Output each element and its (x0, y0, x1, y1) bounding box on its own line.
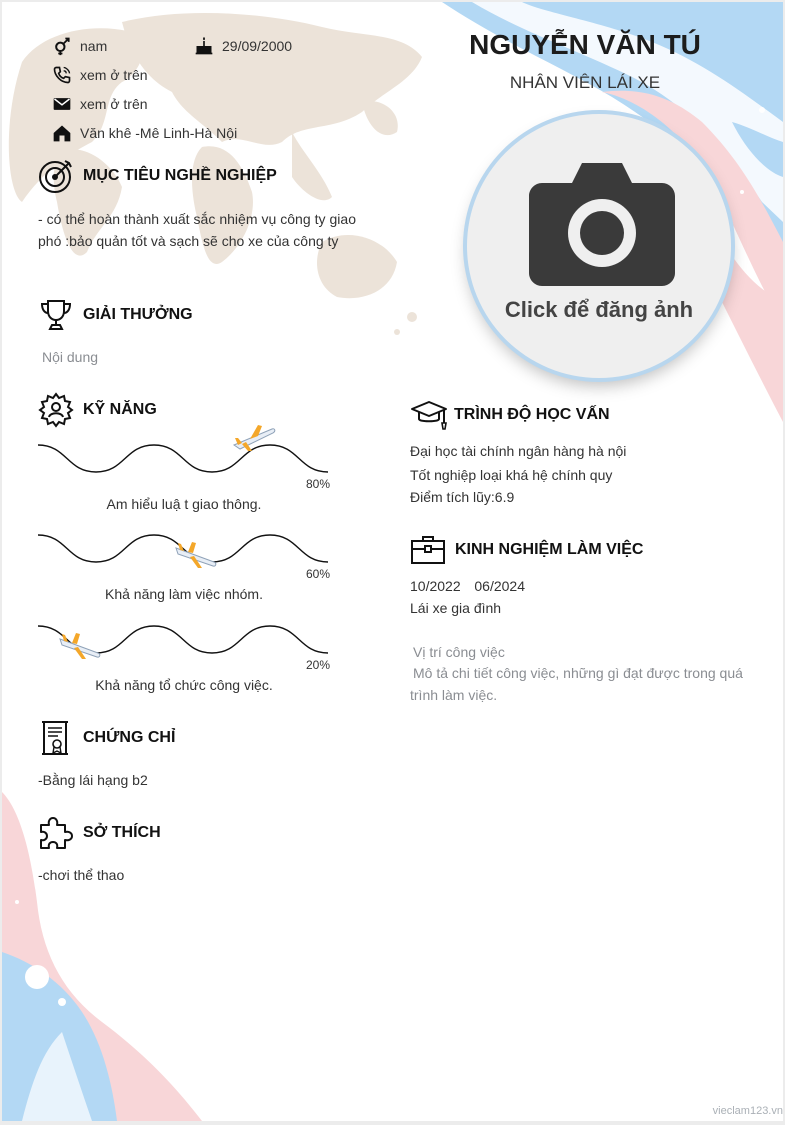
experience-company: Lái xe gia đình (410, 600, 502, 616)
gender-value: nam (80, 38, 108, 54)
skill-percent: 20% (305, 658, 330, 672)
skill-percent: 80% (305, 477, 330, 491)
skill-label: Khả năng tổ chức công việc. (95, 677, 273, 693)
hobbies-title: SỞ THÍCH (83, 824, 161, 841)
hobbies-heading (38, 815, 161, 851)
puzzle-icon (38, 815, 74, 851)
phone-row (52, 65, 148, 85)
skill-percent: 60% (305, 567, 330, 581)
certificates-title: CHỨNG CHỈ (83, 729, 176, 746)
birthday-value: 29/09/2000 (222, 38, 293, 54)
experience-period (410, 575, 525, 597)
airplane-icon (58, 631, 102, 661)
email-row (52, 94, 148, 114)
watermark: vieclam123.vn (712, 1105, 783, 1117)
gender-icon (52, 36, 72, 56)
experience-description: Mô tả chi tiết công việc, những gì đạt được trong quá trình làm việc. (410, 665, 743, 703)
phone-icon (52, 65, 72, 85)
awards-content: Nội dung (42, 349, 99, 365)
home-icon (52, 123, 72, 143)
awards-title: GIẢI THƯỞNG (83, 306, 193, 323)
gender-row (52, 36, 107, 56)
experience-title: KINH NGHIỆM LÀM VIỆC (455, 541, 644, 558)
education-school: Đại học tài chính ngân hàng hà nội (410, 443, 627, 459)
certificates-content: -Bằng lái hạng b2 (38, 772, 148, 788)
job-title: NHÂN VIÊN LÁI XE (509, 73, 661, 92)
education-heading (410, 397, 610, 433)
skills-heading (38, 392, 157, 428)
address-row (52, 123, 237, 143)
objective-title: MỤC TIÊU NGHỀ NGHIỆP (83, 167, 277, 184)
cv-page (2, 2, 783, 1121)
certificate-icon (38, 720, 74, 756)
photo-upload-label: Click để đăng ảnh (504, 297, 694, 322)
candidate-name: NGUYỄN VĂN TÚ (469, 29, 701, 60)
certificates-heading (38, 720, 175, 756)
experience-end: 06/2024 (474, 578, 525, 594)
gear-user-icon (38, 392, 74, 428)
airplane-icon (232, 423, 276, 453)
photo-upload[interactable] (467, 114, 731, 378)
experience-start: 10/2022 (410, 578, 461, 594)
skill-label: Am hiểu luậ t giao thông. (106, 496, 262, 512)
trophy-icon (38, 297, 74, 333)
phone-value: xem ở trên (80, 67, 148, 83)
email-icon (52, 94, 72, 114)
skill-wave (38, 438, 328, 478)
objective-heading (38, 158, 277, 194)
education-degree: Tốt nghiệp loại khá hệ chính quy (410, 467, 613, 483)
skills-title: KỸ NĂNG (83, 401, 157, 418)
airplane-icon (174, 540, 218, 570)
education-gpa: Điểm tích lũy:6.9 (410, 489, 515, 505)
objective-text: - có thể hoàn thành xuất sắc nhiệm vụ công ty giao phó :bảo quản tốt và sạch sẽ cho xe của công ty (38, 211, 356, 249)
skill-label: Khả năng làm việc nhóm. (105, 586, 263, 602)
experience-heading (410, 532, 643, 568)
briefcase-icon (410, 532, 446, 568)
graduation-cap-icon (410, 397, 448, 433)
birthday-cake-icon (194, 36, 214, 56)
awards-heading (38, 297, 193, 333)
experience-position: Vị trí công việc (413, 644, 505, 660)
address-value: Văn khê -Mê Linh-Hà Nội (80, 125, 238, 141)
birthday-row (194, 36, 292, 56)
education-title: TRÌNH ĐỘ HỌC VẤN (454, 406, 610, 423)
camera-icon (527, 158, 677, 288)
email-value: xem ở trên (80, 96, 148, 112)
hobbies-content: -chơi thể thao (38, 867, 125, 883)
target-icon (38, 158, 74, 194)
